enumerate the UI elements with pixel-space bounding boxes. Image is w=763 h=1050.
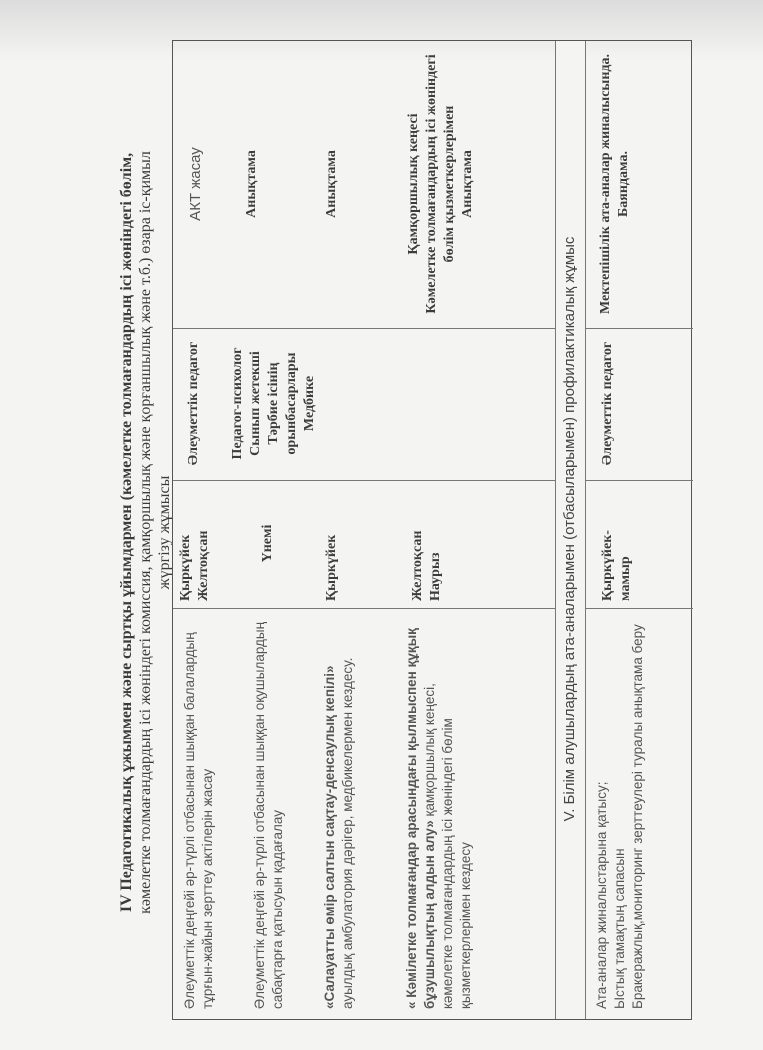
- col-divider-2b: [173, 480, 693, 481]
- sec4-row1-responsible: Әлеуметтік педагог: [186, 341, 201, 466]
- heading-line-1: IV Педагогикалық ұжыммен және сыртқы ұйымдармен (кәмелетке толмағандардың ісі жөніндегі бөлім,: [118, 152, 135, 913]
- sec4-row2-date: Үнемі: [260, 524, 275, 563]
- sec5-row1-date: Қыркүйек- мамыр: [600, 530, 633, 601]
- sec4-row3-result: Анықтама: [324, 150, 339, 218]
- col-divider-1b: [173, 608, 693, 609]
- section-heading: [117, 55, 174, 1010]
- sec4-row4-task-rest: қамқоршылық кеңесі, кәмелетке толмағандардың ісі жөніндегі бөлім қызметкерлерімен кездесу: [422, 683, 473, 1009]
- sec4-row3-date: Қыркүйек: [324, 534, 339, 601]
- sec4-row2-result: Анықтама: [244, 150, 259, 218]
- sec4-row4-result: Қамқоршылық кеңесі Кәмелетке толмағандардың ісі жөніндегі бөлім қызметкерлерімен Анықтама: [406, 54, 475, 314]
- sec5-row1-task: Ата-аналар жиналыстарына қатысу; Ыстық тамақтың сапасын Бракеражлық,мониторинг зерттеулері туралы анықтама беру: [594, 624, 645, 1009]
- sec4-row4-date: Желтоқсан Наурыз: [410, 530, 443, 601]
- sec5-header-rule: [585, 41, 586, 1019]
- sec4-row3-task-rest: ауылдық амбулатория дәрігер, медбикелермен кездесу.: [340, 657, 355, 1009]
- sec5-title: V. Білім алушылардың ата-аналарымен (отбасыларымен) профилактикалық жұмыс: [561, 236, 578, 822]
- sec4-row1-result: АКТ жасау: [187, 147, 204, 221]
- heading-line-3: жүргізу жұмысы: [156, 475, 173, 590]
- sec5-row1-result: Мектепішілік ата-аналар жиналысында. Баяндама.: [598, 53, 631, 315]
- sec4-row4-task-bold: « Кәмілетке толмағандар арасындағы қылмыспен құқық бұзушылықтың алдын алу»: [404, 628, 437, 1009]
- sec4-row1-task: Әлеуметтік деңгейі әр-түрлі отбасынан шыққан балалардың тұрғын-жайын зерттеу актілерін жасау: [182, 632, 215, 1009]
- rotated-document-page: [117, 40, 692, 1020]
- heading-line-2: кәмелетке толмағандардың ісі жөніндегі комиссия, қамқоршылық және қорғаншылық және т.б.) өзара іс-қимыл: [137, 151, 154, 914]
- sec4-row1-date: Қыркүйек Желтоқсан: [178, 530, 211, 601]
- sec4-row2-responsible: Педагог-психолог Сынып жетекші Тәрбие ісінің орынбасарлары: [230, 347, 299, 460]
- sec4-row3-task: [321, 619, 357, 1009]
- sec4-row2-task: Әлеуметтік деңгейі әр-түрлі отбасынан шыққан оқушылардың сабақтарға қатысуын қадағалау: [252, 621, 285, 1009]
- sec4-row3-task-bold: «Салауатты өмір салтын сақтау-денсаулық кепілі»: [322, 665, 337, 1009]
- col-divider-3b: [173, 328, 693, 329]
- activity-table: [172, 40, 692, 1020]
- sec4-row3-responsible: Медбике: [302, 375, 317, 432]
- sec4-row4-task: [403, 619, 475, 1009]
- sec5-row1-responsible: Әлеуметтік педагог: [600, 341, 615, 466]
